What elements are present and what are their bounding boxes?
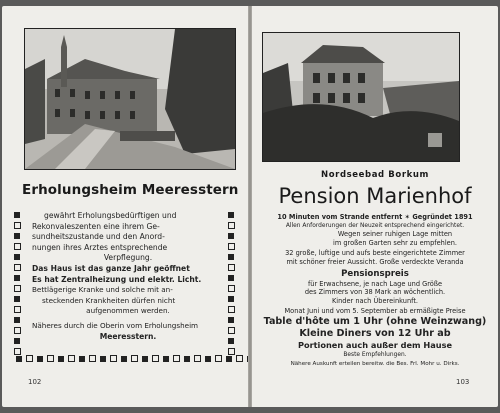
- left-page: [2, 6, 248, 407]
- right-body-text: [258, 213, 492, 368]
- price-line: Kinder nach Übereinkunft.: [331, 296, 419, 305]
- price-heading: Pensionspreis: [341, 268, 409, 279]
- left-page-title: Erholungsheim Meeresstern: [22, 182, 239, 198]
- founded-line: 10 Minuten vom Strande entfernt ✶ Gegründet 1891: [277, 213, 473, 221]
- diners-line: Kleine Diners von 12 Uhr ab: [299, 327, 451, 339]
- left-body-text: [32, 211, 224, 342]
- body-line: Wegen seiner ruhigen Lage mitten: [337, 230, 453, 239]
- body-line: im großen Garten sehr zu empfehlen.: [333, 238, 457, 247]
- note-line: steckenden Krankheiten dürfen nicht: [42, 295, 176, 305]
- left-square-border: [14, 212, 24, 359]
- references-line: Beste Empfehlungen.: [343, 351, 407, 358]
- contact-line: Näheres durch die Oberin vom Erholungsheim: [32, 320, 199, 330]
- body-line: gewährt Erholungsbedürftigen und: [44, 211, 177, 220]
- price-line: für Erwachsene, je nach Lage und Größe: [307, 279, 443, 288]
- right-photo-villa: [262, 32, 460, 162]
- body-line: Allen Anforderungen der Neuzeit entsprechend eingerichtet.: [285, 222, 465, 229]
- portions-line: Portionen auch außer dem Hause: [297, 339, 453, 350]
- body-line: mit schöner freier Aussicht. Große verdeckte Veranda: [286, 257, 464, 266]
- contact-name: Meeresstern.: [99, 331, 157, 341]
- body-line: sundheitszustande und den Anord-: [32, 232, 165, 242]
- bold-line: Das Haus ist das ganze Jahr geöffnet: [32, 263, 190, 273]
- table-dhote-line: Table d'hôte um 1 Uhr (ohne Weinzwang): [263, 315, 487, 327]
- note-line: Bettlägerige Kranke und solche mit an-: [32, 285, 173, 295]
- right-page-title: Pension Marienhof: [278, 184, 472, 208]
- body-line: 32 große, luftige und aufs beste eingerichtete Zimmer: [285, 249, 465, 258]
- body-line: Verpflegung.: [103, 253, 153, 263]
- info-line: Nähere Auskunft erteilen bereitw. die Bes. Frl. Mohr u. Dirks.: [290, 360, 460, 367]
- note-line: aufgenommen werden.: [86, 306, 170, 316]
- right-square-border: [228, 212, 238, 359]
- page-number: 102: [28, 378, 42, 386]
- price-line: des Zimmers von 38 Mark an wöchentlich.: [304, 288, 446, 297]
- left-photo-church-building: [24, 28, 236, 170]
- page-number: 103: [456, 378, 470, 386]
- body-line: nungen ihres Arztes entsprechende: [32, 242, 168, 252]
- bottom-square-border: [14, 355, 240, 362]
- season-line: Monat Juni und vom 5. September ab ermäßigte Preise: [284, 307, 466, 316]
- right-page: [252, 6, 498, 407]
- place-heading: Nordseebad Borkum: [321, 170, 429, 180]
- bold-line: Es hat Zentralheizung und elektr. Licht.: [32, 274, 202, 284]
- body-line: Rekonvaleszenten eine ihrem Ge-: [32, 221, 160, 231]
